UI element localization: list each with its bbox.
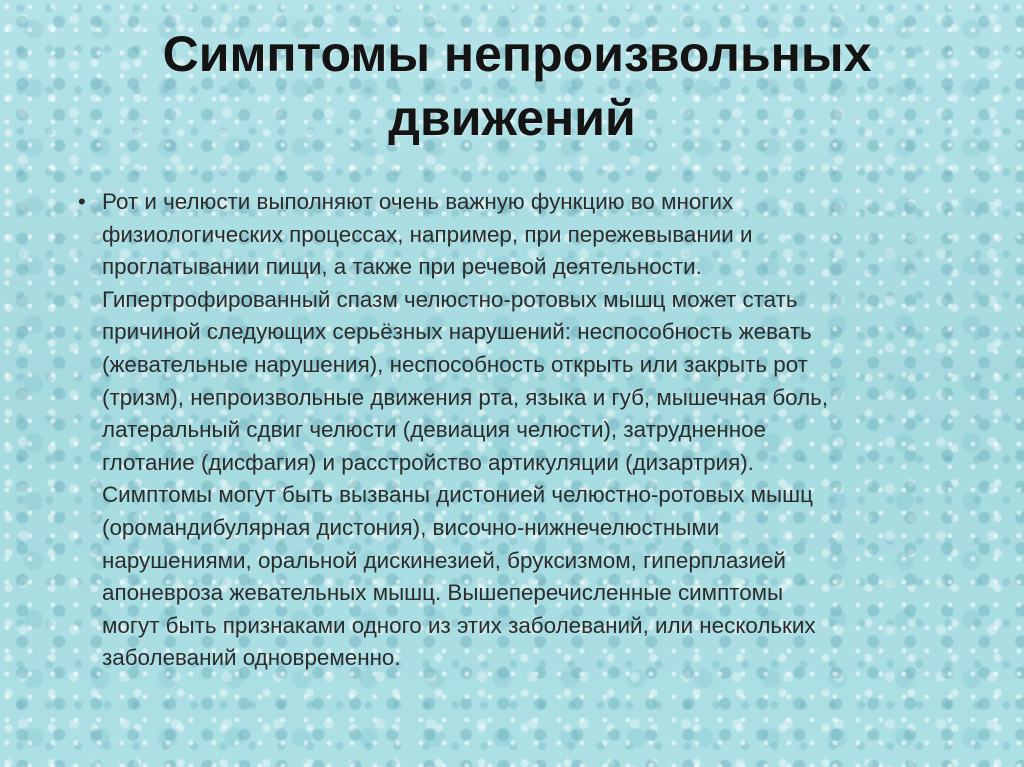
body-line-15: заболеваний одновременно. [102,645,401,671]
body-line-3: проглатывании пищи, а также при речевой деятельности. [102,254,702,280]
body-line-13: апоневроза жевательных мышц. Вышеперечисленные симптомы [102,580,784,606]
slide-body [78,186,958,706]
body-line-9: глотание (дисфагия) и расстройство артикуляции (дизартрия). [102,449,754,475]
body-line-2: физиологических процессах, например, при пережевывании и [102,221,753,247]
body-line-6: (жевательные нарушения), неспособность открыть или закрыть рот [102,351,808,377]
body-line-7: (тризм), непроизвольные движения рта, языка и губ, мышечная боль, [102,384,829,410]
slide-title [0,22,1024,150]
slide-title-line-2: движений [388,90,636,146]
body-line-8: латеральный сдвиг челюсти (девиация челюсти), затрудненное [102,417,767,443]
body-line-10: Симптомы могут быть вызваны дистонией челюстно-ротовых мышц [102,482,813,508]
body-line-14: могут быть признаками одного из этих заболеваний, или нескольких [102,612,816,638]
body-line-5: причиной следующих серьёзных нарушений: неспособность жевать [102,319,812,345]
body-line-1: Рот и челюсти выполняют очень важную функцию во многих [102,189,734,214]
body-line-12: нарушениями, оральной дискинезией, бруксизмом, гиперплазией [102,547,786,573]
slide-title-line-1: Симптомы непроизвольных [162,26,872,82]
body-line-4: Гипертрофированный спазм челюстно-ротовых мышц может стать [102,286,798,312]
bullet-item [78,186,958,675]
body-line-11: (оромандибулярная дистония), височно-нижнечелюстными [102,514,720,540]
bullet-dot-icon: • [78,189,86,214]
bullet-paragraph [102,186,958,675]
